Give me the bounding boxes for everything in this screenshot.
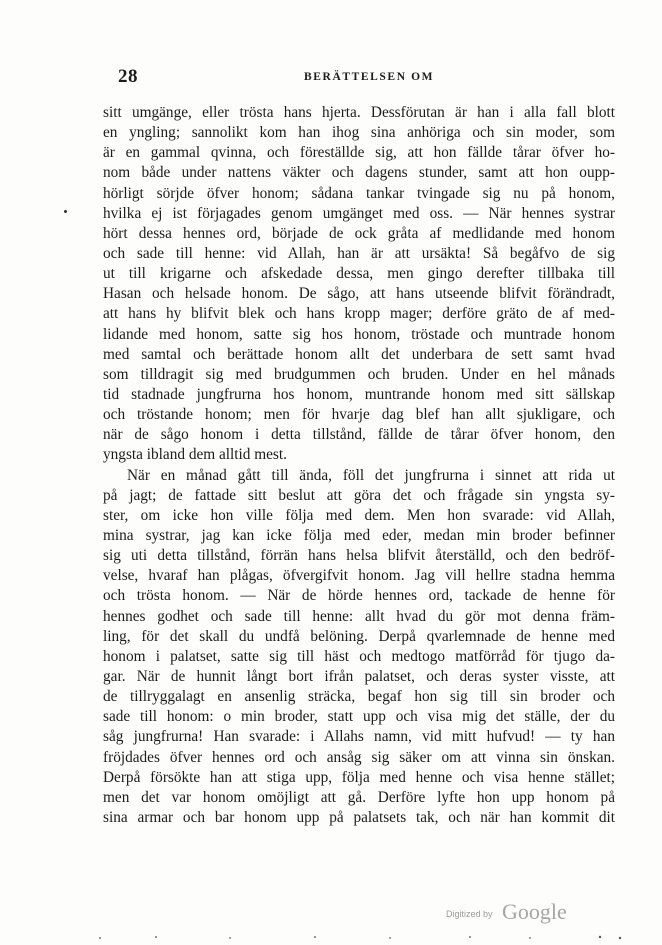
text-line: mina systrar, jag kan icke följa med eder, medan min broder befinner	[103, 526, 615, 544]
text-line: lidande med honom, satte sig hos honom, tröstade och muntrade honom	[103, 325, 615, 343]
text-line: ut till krigarne och afskedade dessa, men gingo derefter tillbaka till	[103, 265, 615, 283]
text-line: honom i palatset, satte sig till häst och medtogo matförråd för tjugo da-	[103, 647, 615, 665]
text-line: hörligt sörjde öfver honom; sådana tankar tvingade sig nu på honom,	[103, 184, 615, 202]
paragraph-start-line: När en månad gått till ända, föll det jungfrurna i sinnet att rida ut	[127, 466, 615, 484]
page-number: 28	[118, 66, 138, 87]
google-logo: Google	[502, 899, 567, 924]
text-line: är en gammal qvinna, och föreställde sig, att hon fällde tårar öfver ho-	[103, 144, 615, 162]
text-line: ster, om icke hon ville följa med dem. Men hon svarade: vid Allah,	[103, 506, 615, 524]
watermark-prefix: Digitized by	[446, 909, 493, 919]
text-line: fröjdades öfver hennes ord och ansåg sig säker om att vinna sin önskan.	[103, 748, 615, 766]
text-line: tid stadnade jungfrurna hos honom, muntrande honom med sitt sällskap	[103, 385, 615, 403]
digitization-watermark	[446, 899, 596, 927]
text-line: och tröstande honom; men för hvarje dag blef han allt sjukligare, och	[103, 406, 615, 424]
text-line: hört dessa hennes ord, började de ock gråta af medlidande med honom	[103, 224, 615, 242]
text-line: sina armar och bar honom upp på palatsets tak, och när han kommit dit	[103, 808, 615, 826]
text-line: Hasan och helsade honom. De sågo, att hans utseende blifvit förändradt,	[103, 285, 615, 303]
text-line: när de sågo honom i detta tillstånd, fällde de tårar öfver honom, den	[103, 426, 615, 444]
text-line: såg jungfrurna! Han svarade: i Allahs namn, vid mitt hufvud! — ty han	[103, 728, 615, 746]
text-line: gar. När de hunnit långt bort ifrån palatset, och deras syster visste, att	[103, 667, 615, 685]
text-line: de tillryggalagt en ansenlig sträcka, begaf hon sig till sin broder och	[103, 688, 615, 706]
margin-mark	[64, 210, 67, 213]
text-line: att hans hy blifvit blek och hans kropp mager; derföre gräto de af med-	[103, 305, 615, 323]
text-line: sitt umgänge, eller trösta hans hjerta. Dessförutan är han i alla fall blott	[103, 104, 615, 121]
text-line: med samtal och berättade honom allt det underbara de sett samt hvad	[103, 345, 615, 363]
text-line: sig uti detta tillstånd, förrän hans helsa blifvit återställd, och den bedröf-	[103, 547, 615, 565]
text-line: sade till honom: o min broder, statt upp och visa mig det ställe, der du	[103, 708, 615, 726]
text-line: på jagt; de fattade sitt beslut att göra det och frågade sin yngsta sy-	[103, 486, 615, 504]
text-line: och sade till henne: vid Allah, han är att ursäkta! Så begåfvo de sig	[103, 244, 615, 262]
page-header	[116, 66, 618, 90]
text-line: nom både under nattens väkter och dagens stunder, samt att hon oupp-	[103, 164, 615, 182]
paragraph-end-line: yngsta ibland dem alltid mest.	[103, 446, 287, 464]
text-line: och trösta honom. — När de hörde hennes ord, tackade de henne för	[103, 587, 615, 605]
text-line: hvilka ej ist förjagades genom umgänget med oss. — När hennes systrar	[103, 204, 615, 222]
text-line: ling, för det skall du undfå belöning. Derpå qvarlemnade de henne med	[103, 627, 615, 645]
text-line: men det var honom omöjligt att gå. Derföre lyfte hon upp honom på	[103, 788, 615, 806]
text-line: en yngling; sannolikt kom han ihog sina anhöriga och sin moder, som	[103, 124, 615, 142]
text-line: hennes godhet och sade till henne: allt hvad du gör mot denna främ-	[103, 607, 615, 625]
scan-artifacts	[60, 935, 640, 941]
body-text	[103, 103, 615, 828]
text-line: som tilldragit sig med brudgummen och bruden. Under en hel månads	[103, 365, 615, 383]
running-head: BERÄTTELSEN OM	[304, 71, 435, 83]
text-line: velse, hvaraf han plågas, öfvergifvit honom. Jag vill hellre stadna hemma	[103, 567, 615, 585]
text-line: Derpå försökte han att stiga upp, följa med henne och visa henne stället;	[103, 768, 615, 786]
